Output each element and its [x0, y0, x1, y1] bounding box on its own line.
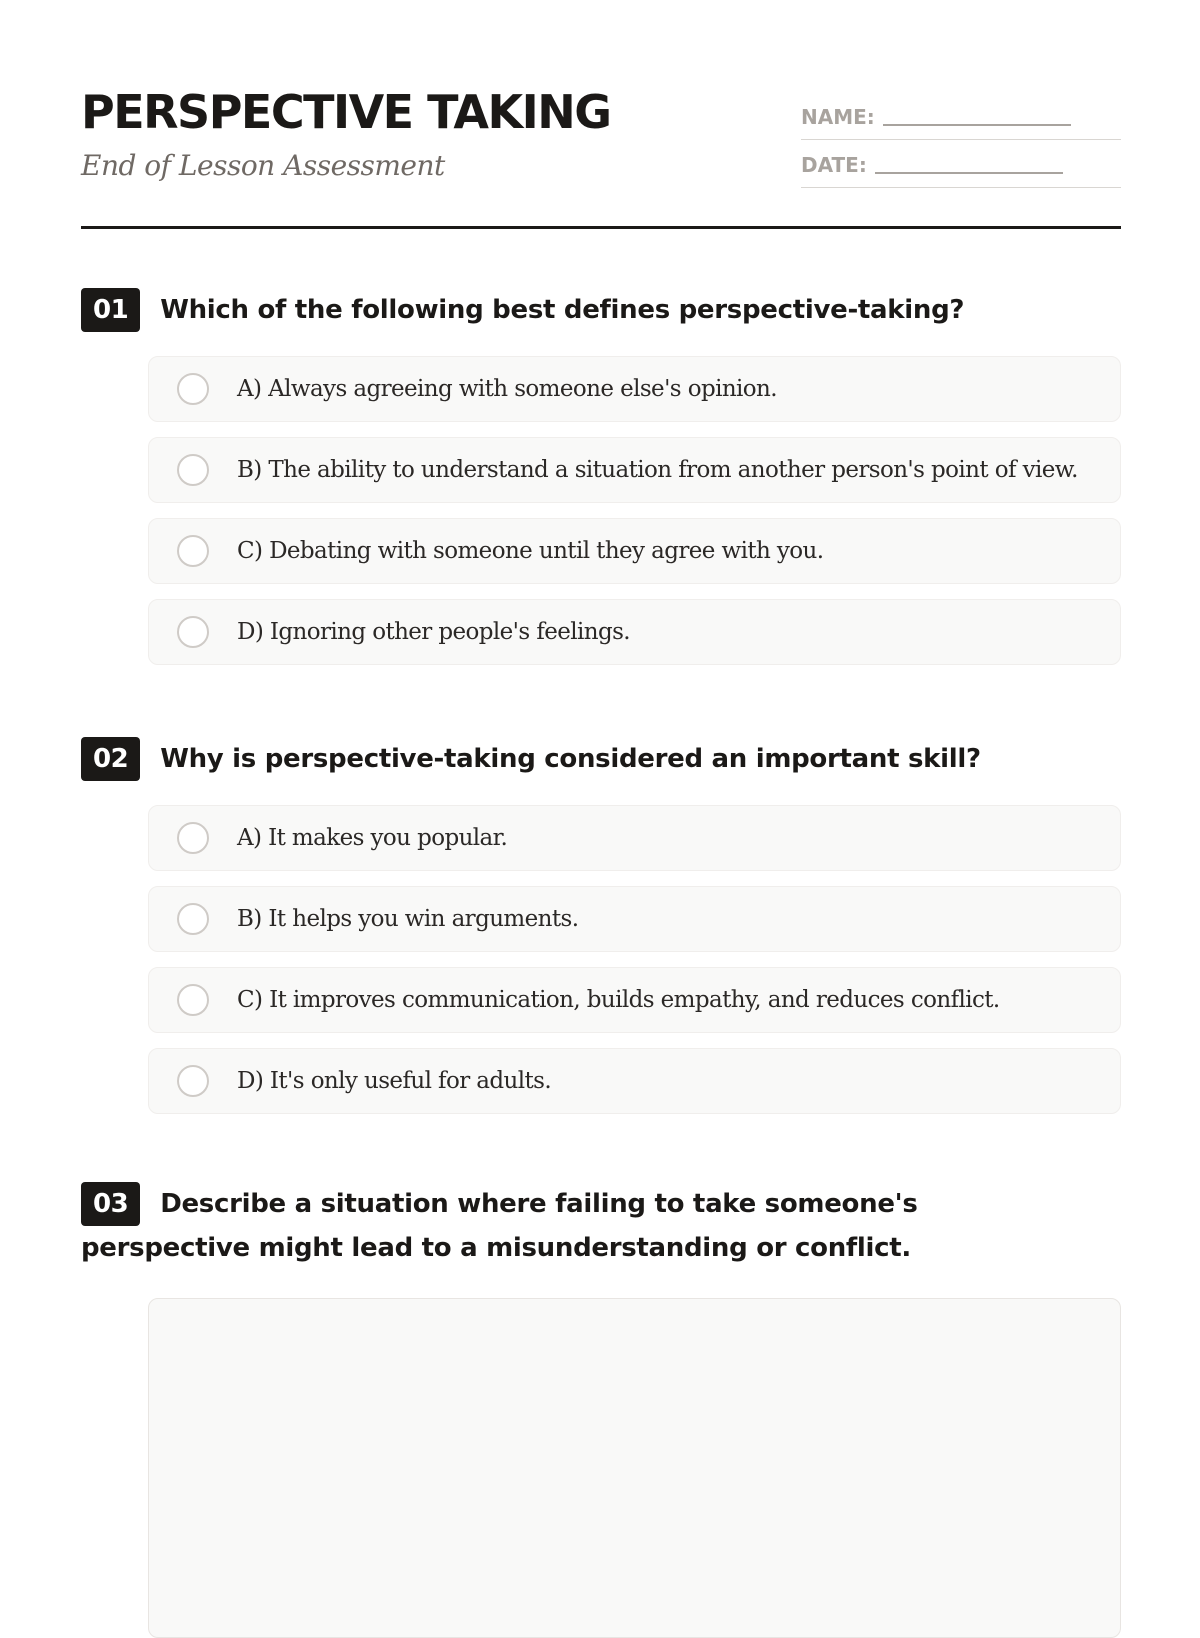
radio-button[interactable]	[177, 616, 209, 648]
question-3	[81, 1182, 1121, 1270]
date-field[interactable]	[801, 142, 1121, 188]
question-3-heading	[81, 1182, 981, 1270]
radio-button[interactable]	[177, 822, 209, 854]
option-label: C) Debating with someone until they agree with you.	[237, 538, 824, 564]
q2-option-b[interactable]	[148, 886, 1121, 952]
radio-button[interactable]	[177, 373, 209, 405]
option-label: B) The ability to understand a situation from another person's point of view.	[237, 457, 1078, 483]
page-subtitle: End of Lesson Assessment	[81, 149, 445, 182]
question-2-options	[148, 805, 1121, 1114]
question-1-heading	[81, 288, 1121, 332]
date-label: DATE:	[801, 152, 867, 177]
option-label: A) Always agreeing with someone else's opinion.	[237, 376, 777, 402]
radio-button[interactable]	[177, 984, 209, 1016]
option-label: D) Ignoring other people's feelings.	[237, 619, 631, 645]
header-divider	[81, 226, 1121, 229]
page-title: PERSPECTIVE TAKING	[81, 85, 611, 139]
q1-option-d[interactable]	[148, 599, 1121, 665]
question-3-text: Describe a situation where failing to take someone's perspective might lead to a misunderstanding or conflict.	[81, 1189, 918, 1263]
question-2-heading	[81, 737, 1121, 781]
student-info	[801, 94, 1121, 190]
question-1	[81, 288, 1121, 680]
radio-button[interactable]	[177, 535, 209, 567]
option-label: B) It helps you win arguments.	[237, 906, 579, 932]
q1-option-a[interactable]	[148, 356, 1121, 422]
q3-answer-input[interactable]	[148, 1298, 1121, 1638]
worksheet-header	[81, 84, 1121, 230]
question-1-options	[148, 356, 1121, 665]
option-label: A) It makes you popular.	[237, 825, 508, 851]
option-label: D) It's only useful for adults.	[237, 1068, 552, 1094]
question-number-badge: 03	[81, 1182, 140, 1226]
q1-option-b[interactable]	[148, 437, 1121, 503]
radio-button[interactable]	[177, 903, 209, 935]
question-1-text: Which of the following best defines perspective-taking?	[160, 295, 965, 325]
q1-option-c[interactable]	[148, 518, 1121, 584]
question-number-badge: 01	[81, 288, 140, 332]
question-number-badge: 02	[81, 737, 140, 781]
name-field[interactable]	[801, 94, 1121, 140]
radio-button[interactable]	[177, 454, 209, 486]
q2-option-d[interactable]	[148, 1048, 1121, 1114]
question-2	[81, 737, 1121, 1129]
question-2-text: Why is perspective-taking considered an important skill?	[160, 744, 981, 774]
q2-option-c[interactable]	[148, 967, 1121, 1033]
option-label: C) It improves communication, builds empathy, and reduces conflict.	[237, 987, 1000, 1013]
q2-option-a[interactable]	[148, 805, 1121, 871]
name-label: NAME:	[801, 104, 875, 129]
radio-button[interactable]	[177, 1065, 209, 1097]
worksheet-page	[81, 0, 1121, 1600]
date-blank-line[interactable]	[875, 160, 1063, 174]
name-blank-line[interactable]	[883, 112, 1071, 126]
